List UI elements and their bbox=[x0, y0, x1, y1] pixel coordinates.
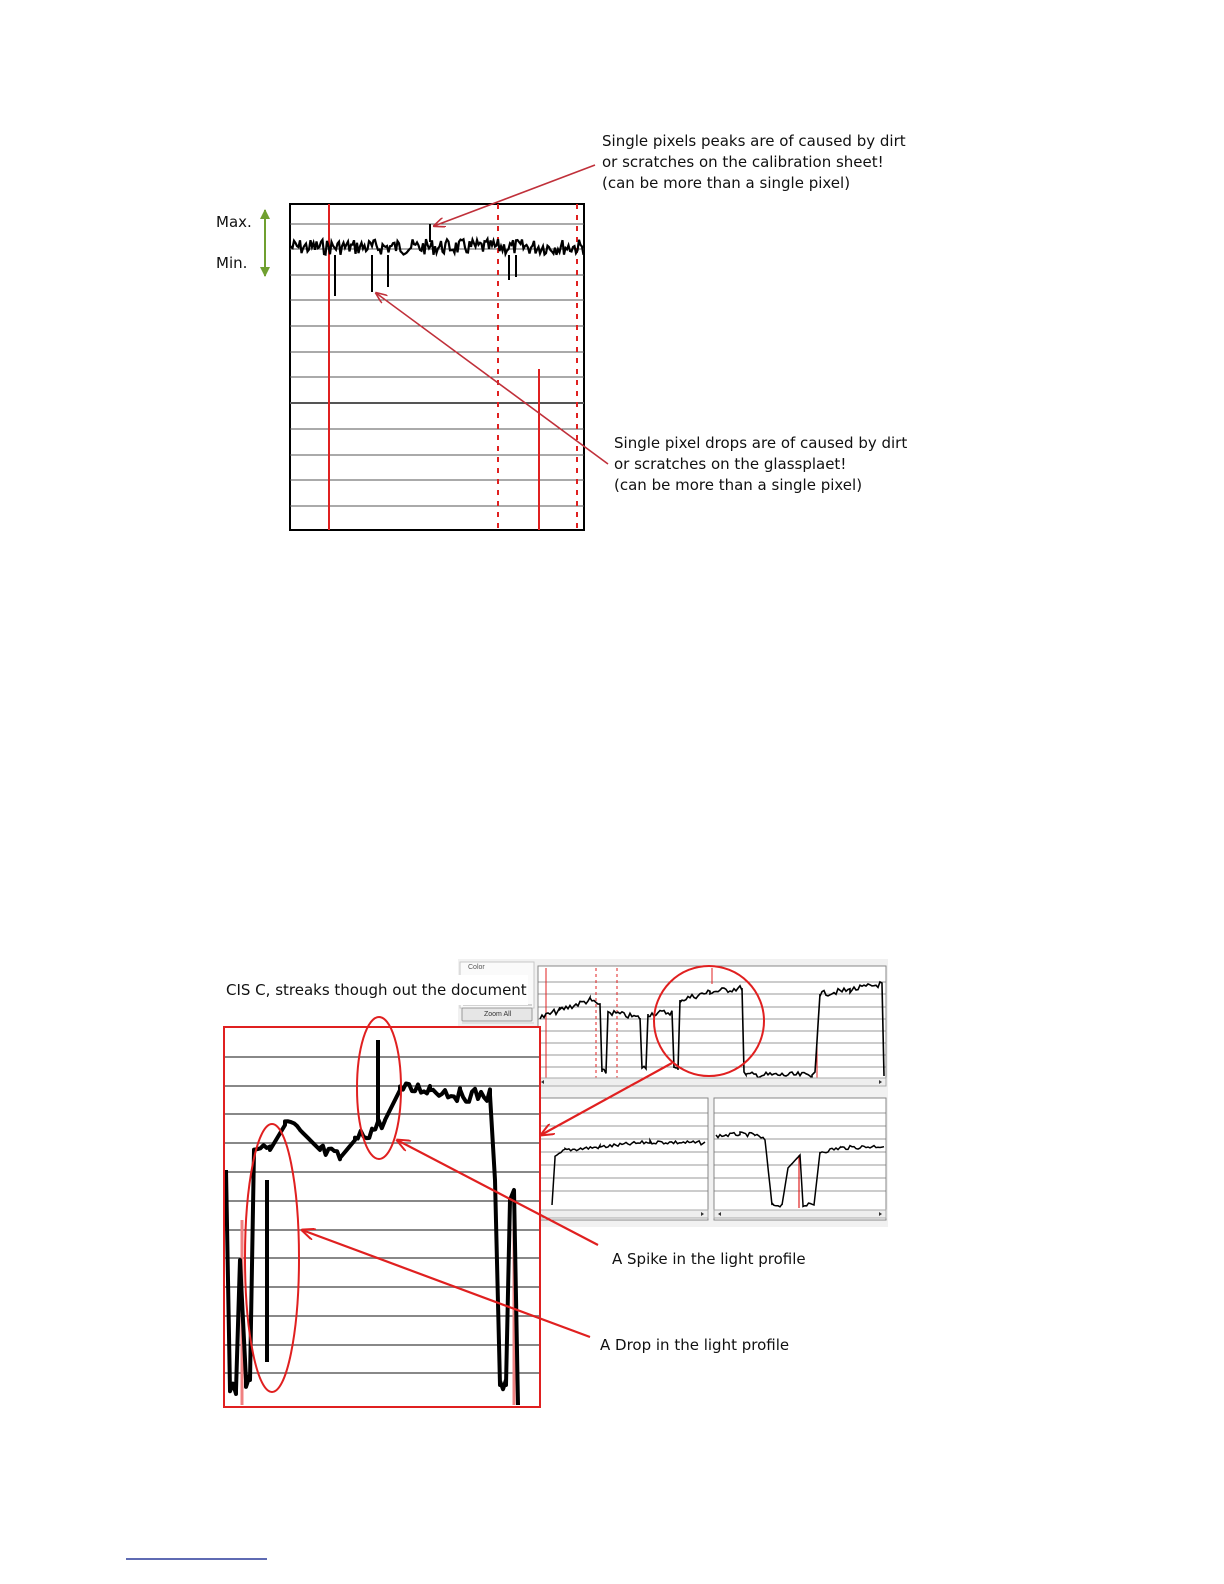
drops-note-line-2: or scratches on the glassplaet! bbox=[614, 455, 847, 473]
top-profile-panel bbox=[538, 966, 886, 1086]
min-label: Min. bbox=[216, 254, 248, 272]
bottom-right-profile-panel bbox=[714, 1098, 886, 1220]
zoom-all-label: Zoom All bbox=[484, 1011, 512, 1018]
peaks-note-line-2: or scratches on the calibration sheet! bbox=[602, 153, 884, 171]
drop-note: A Drop in the light profile bbox=[600, 1336, 790, 1354]
peaks-note-line-3: (can be more than a single pixel) bbox=[602, 174, 851, 192]
drops-note-line-3: (can be more than a single pixel) bbox=[614, 476, 863, 494]
panel-color-label: Color bbox=[468, 964, 485, 971]
bottom-left-profile-panel bbox=[540, 1098, 708, 1220]
zoomed-profile-chart bbox=[224, 1027, 540, 1407]
drops-note-line-1: Single pixel drops are of caused by dirt bbox=[614, 434, 908, 452]
spike-note: A Spike in the light profile bbox=[612, 1250, 806, 1268]
peaks-note-line-1: Single pixels peaks are of caused by dirt bbox=[602, 132, 906, 150]
figure-2-title: CIS C, streaks though out the document bbox=[226, 981, 527, 999]
max-label: Max. bbox=[216, 213, 252, 231]
